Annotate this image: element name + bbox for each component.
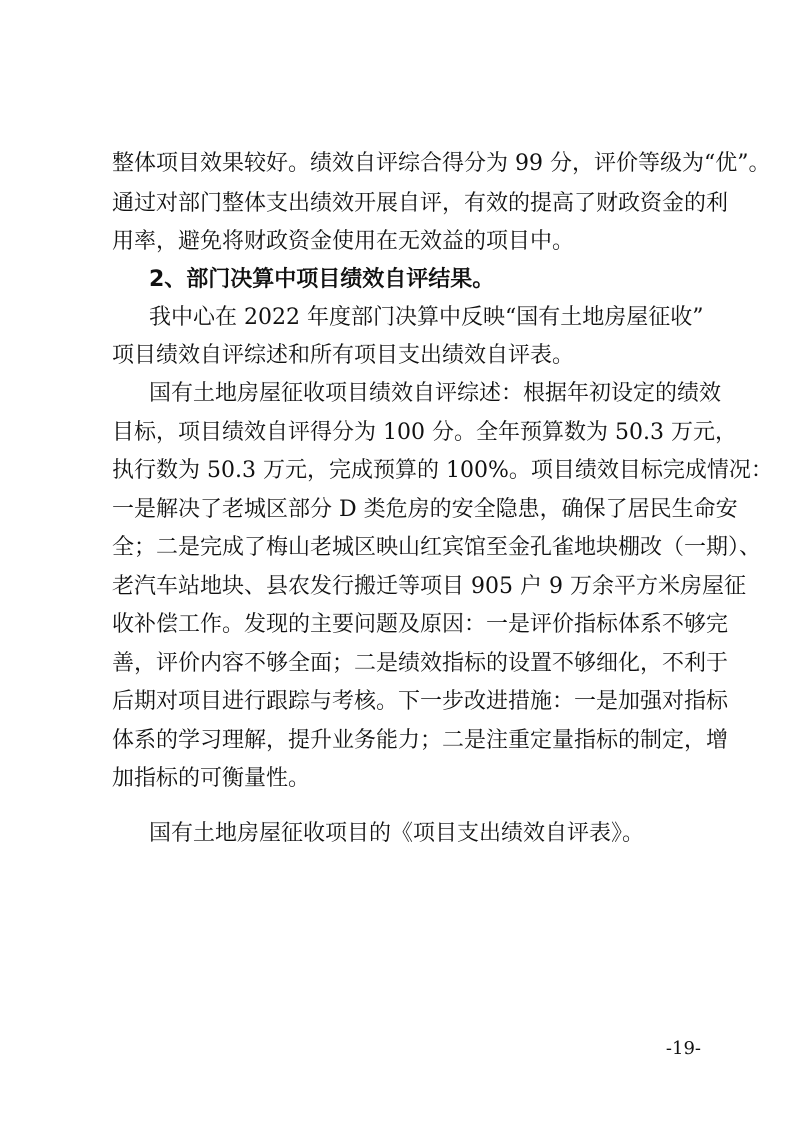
paragraph-line: 项目绩效自评综述和所有项目支出绩效自评表。 (112, 343, 575, 368)
paragraph-line: 一是解决了老城区部分 D 类危房的安全隐患，确保了居民生命安 (112, 497, 738, 522)
paragraph-line: 我中心在 2022 年度部门决算中反映“国有土地房屋征收” (149, 305, 704, 330)
paragraph-line: 加指标的可衡量性。 (112, 766, 311, 791)
paragraph-line: 整体项目效果较好。绩效自评综合得分为 99 分，评价等级为“优”。 (112, 151, 771, 176)
paragraph-line: 老汽车站地块、县农发行搬迁等项目 905 户 9 万余平方米房屋征 (112, 574, 746, 599)
page-number: -19- (665, 1038, 701, 1059)
section-heading: 2、部门决算中项目绩效自评结果。 (149, 267, 495, 292)
paragraph-line: 体系的学习理解，提升业务能力；二是注重定量指标的制定，增 (112, 728, 729, 753)
paragraph-line: 用率，避免将财政资金使用在无效益的项目中。 (112, 229, 575, 254)
paragraph-line: 执行数为 50.3 万元，完成预算的 100%。项目绩效目标完成情况： (112, 458, 773, 483)
paragraph-line: 善，评价内容不够全面；二是绩效指标的设置不够细化，不利于 (112, 651, 729, 676)
paragraph-line: 后期对项目进行跟踪与考核。下一步改进措施：一是加强对指标 (112, 689, 729, 714)
paragraph-line: 通过对部门整体支出绩效开展自评，有效的提高了财政资金的利 (112, 191, 729, 216)
paragraph-line: 国有土地房屋征收项目的《项目支出绩效自评表》。 (149, 821, 645, 846)
paragraph-line: 收补偿工作。发现的主要问题及原因：一是评价指标体系不够完 (112, 612, 729, 637)
paragraph-line: 目标，项目绩效自评得分为 100 分。全年预算数为 50.3 万元， (112, 420, 737, 445)
paragraph-line: 全；二是完成了梅山老城区映山红宾馆至金孔雀地块棚改（一期）、 (112, 535, 762, 560)
paragraph-line: 国有土地房屋征收项目绩效自评综述：根据年初设定的绩效 (149, 381, 722, 406)
